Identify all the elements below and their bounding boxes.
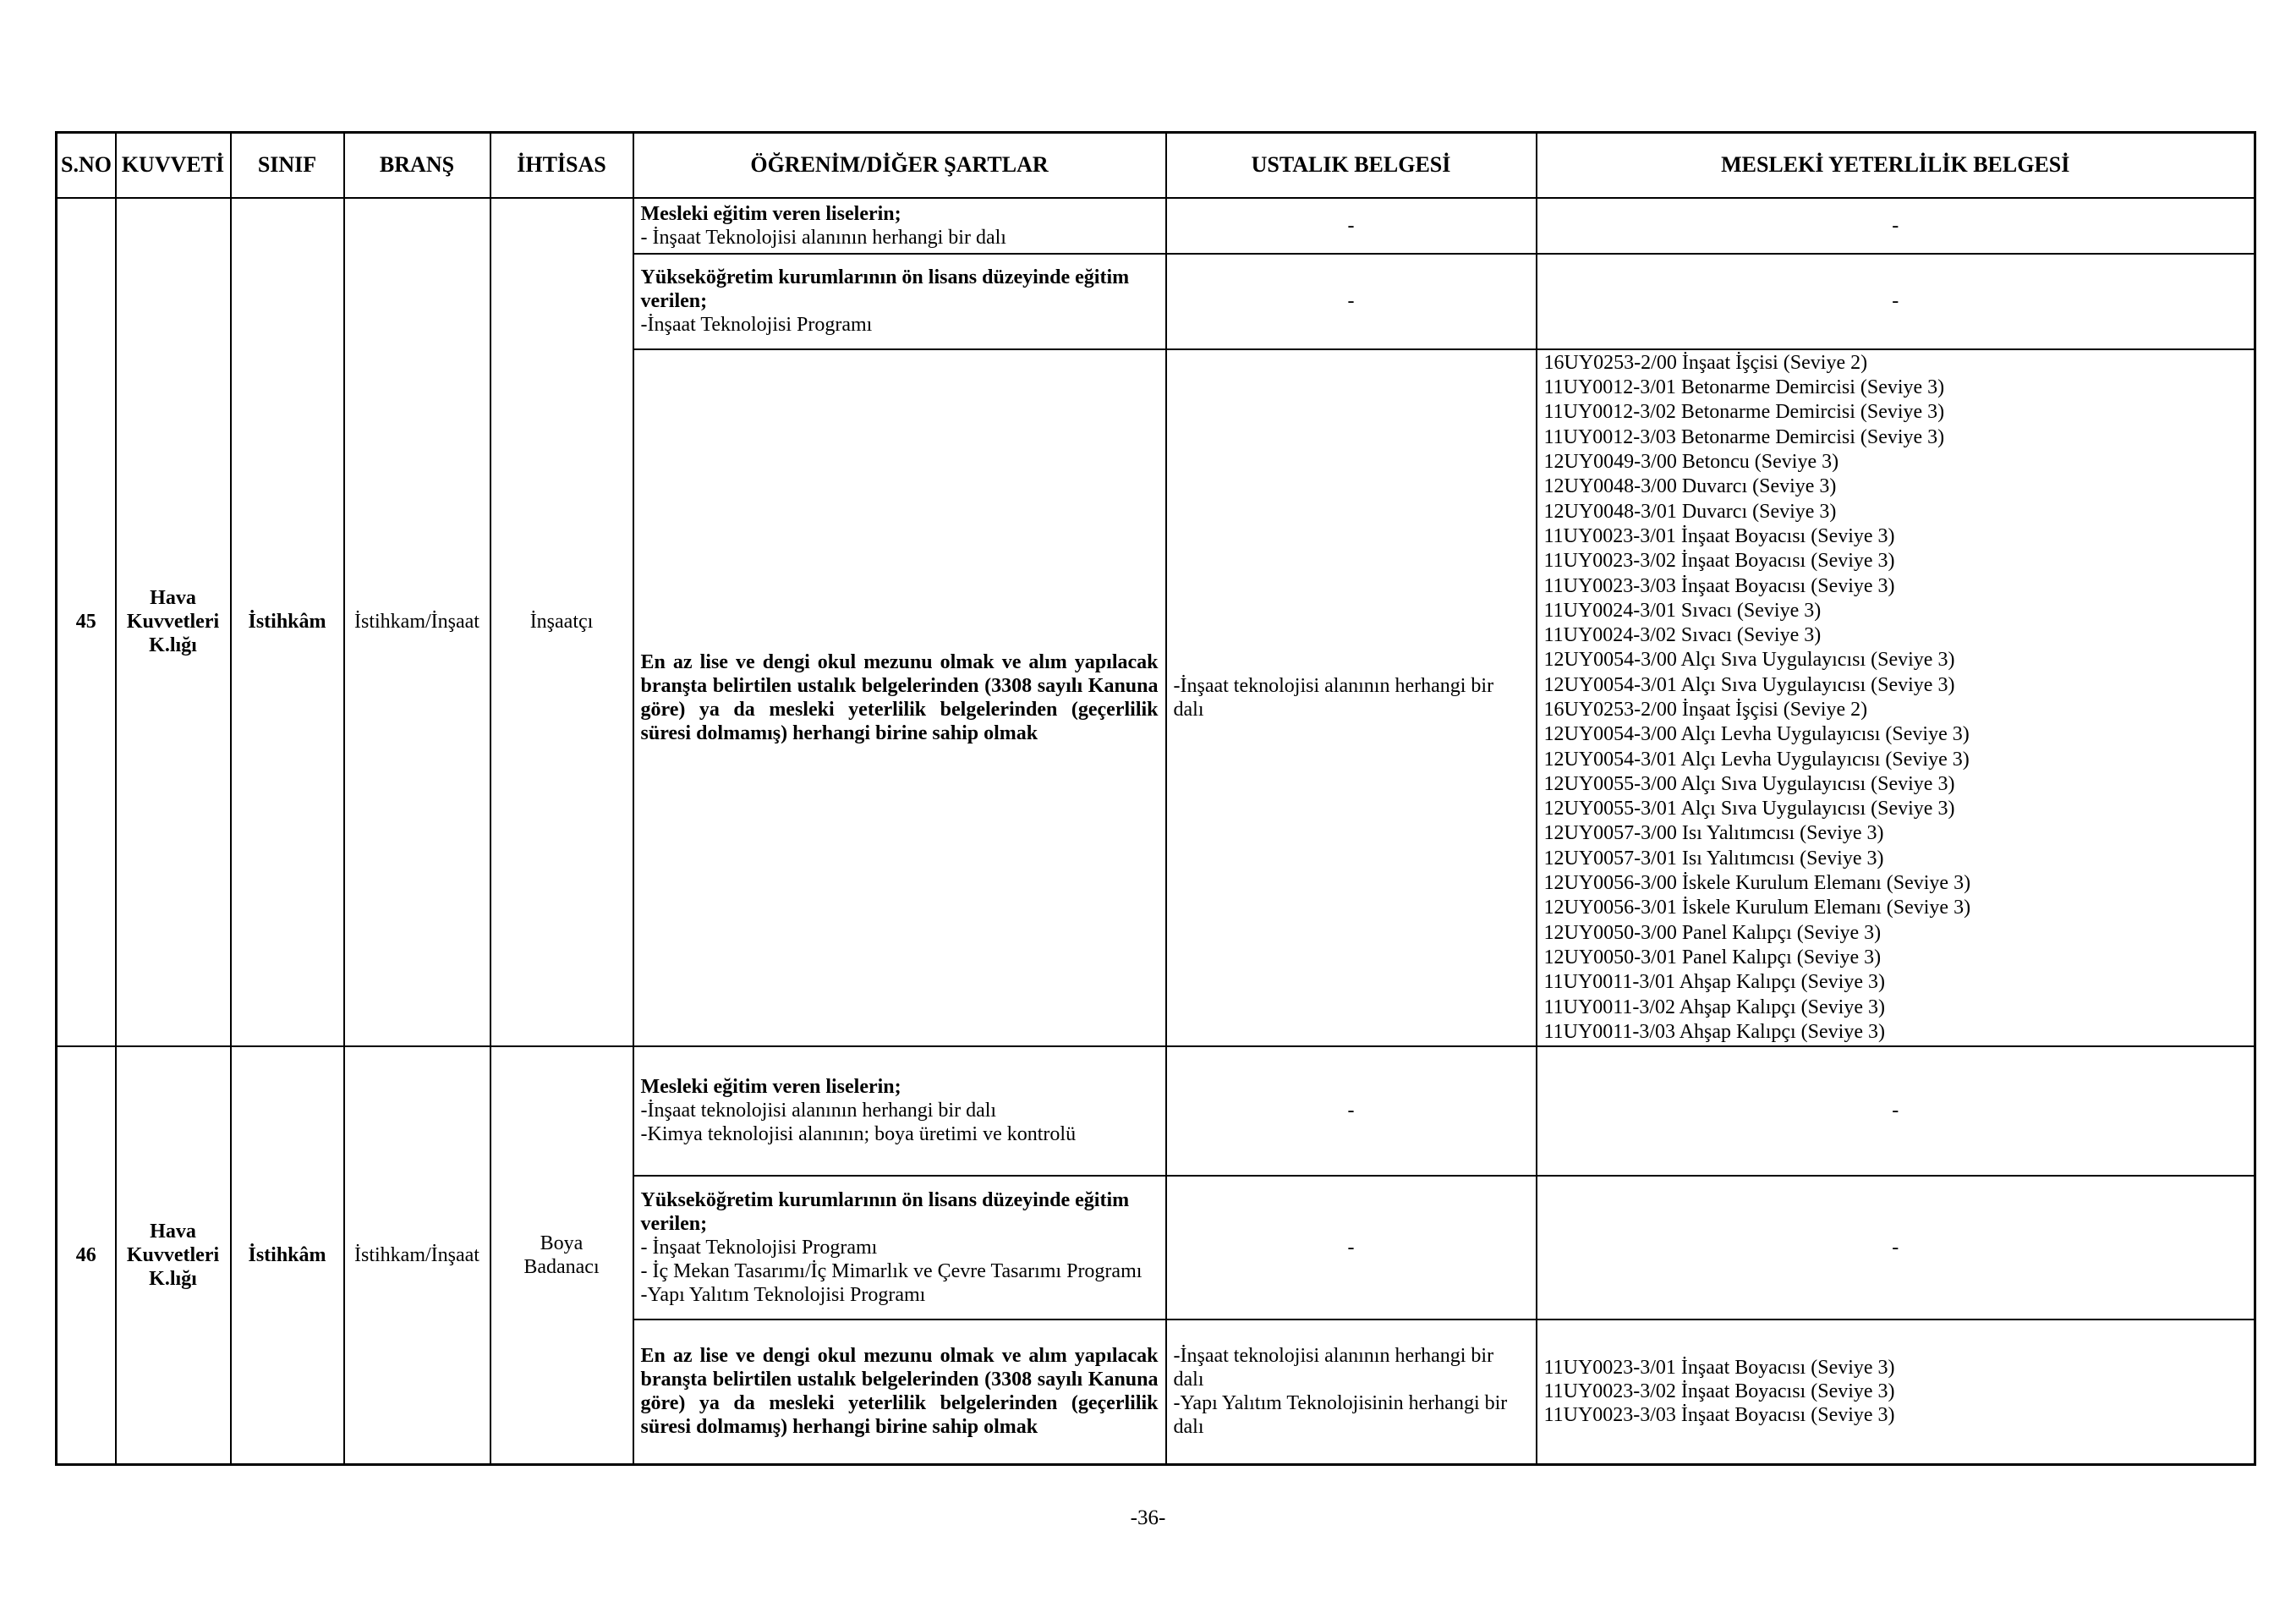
row-46-sinif: İstihkâm [231,1046,344,1465]
row-46-sub1-mesleki: - [1537,1046,2255,1176]
text-line: 12UY0054-3/01 Alçı Levha Uygulayıcısı (Seviye 3) [1543,748,1970,771]
text-line: 12UY0056-3/00 İskele Kurulum Elemanı (Seviye 3) [1543,872,1971,895]
row-45-sub1-mesleki: - [1537,198,2255,254]
row-45-sub3-ogrenim: En az lise ve dengi okul mezunu olmak ve alım yapılacak branşta belirtilen ustalık belgelerinden (3308 sayılı Kanuna göre) ya da mesleki yeterlilik belgelerinden (geçerlilik süresi dolmamış) herhangi birine sahip olmak [633,349,1166,1046]
text-line: 12UY0049-3/00 Betoncu (Seviye 3) [1543,451,1839,474]
row-45-sub2-ustalik: - [1166,254,1537,349]
text-line: 11UY0011-3/02 Ahşap Kalıpçı (Seviye 3) [1543,996,1885,1018]
header-sinif: SINIF [231,133,344,198]
ogrenim-lines [641,313,1159,337]
row-46-brans: İstihkam/İnşaat [344,1046,490,1465]
text-line: - İç Mekan Tasarımı/İç Mimarlık ve Çevre Tasarımı Programı [640,1259,1143,1282]
text-line: 12UY0055-3/00 Alçı Sıva Uygulayıcısı (Seviye 3) [1543,772,1955,795]
row-45-ihtisas: İnşaatçı [490,198,633,1046]
text-line: 11UY0024-3/02 Sıvacı (Seviye 3) [1543,624,1822,647]
text-line: 11UY0011-3/01 Ahşap Kalıpçı (Seviye 3) [1543,971,1885,994]
header-ustalik: USTALIK BELGESİ [1166,133,1537,198]
text-line: 12UY0048-3/01 Duvarcı (Seviye 3) [1543,500,1837,523]
ogrenim-title: Mesleki eğitim veren liselerin; [640,202,901,225]
page-number: -36- [1130,1506,1166,1529]
ogrenim-title: Yükseköğretim kurumlarının ön lisans düzeyinde eğitim verilen; [640,1188,1130,1235]
row-45-kuvveti: Hava Kuvvetleri K.lığı [116,198,231,1046]
text-line: -Yapı Yalıtım Teknolojisinin herhangi bir dalı [1173,1392,1508,1439]
text-line: 12UY0050-3/01 Panel Kalıpçı (Seviye 3) [1543,946,1882,968]
row-45-sub3-mesleki [1537,349,2255,1046]
header-sno: S.NO [57,133,116,198]
row-45-subrow-1 [57,198,2255,254]
row-46-sno: 46 [57,1046,116,1465]
row-45-sno: 45 [57,198,116,1046]
row-46-sub3-mesleki [1537,1320,2255,1465]
text-line: 11UY0023-3/01 İnşaat Boyacısı (Seviye 3) [1543,1357,1895,1380]
text-line: -Kimya teknolojisi alanının; boya üretimi ve kontrolü [640,1123,1077,1145]
header-brans: BRANŞ [344,133,490,198]
row-46-sub2-ogrenim [633,1176,1166,1320]
text-line: 11UY0012-3/02 Betonarme Demircisi (Seviye 3) [1543,401,1945,424]
ogrenim-title: Mesleki eğitim veren liselerin; [640,1076,901,1098]
text-line: 11UY0011-3/03 Ahşap Kalıpçı (Seviye 3) [1543,1020,1885,1043]
text-line: -İnşaat teknolojisi alanının herhangi bir dalı [1173,1345,1494,1391]
table-header-row [57,133,2255,198]
text-line: 11UY0024-3/01 Sıvacı (Seviye 3) [1543,599,1822,622]
text-line: 12UY0057-3/00 Isı Yalıtımcısı (Seviye 3) [1543,822,1884,845]
text-line: 11UY0012-3/03 Betonarme Demircisi (Seviye 3) [1543,425,1945,448]
row-46-sub1-ustalik: - [1166,1046,1537,1176]
text-line: 11UY0023-3/01 İnşaat Boyacısı (Seviye 3) [1543,524,1895,547]
text-line: 16UY0253-2/00 İnşaat İşçisi (Seviye 2) [1543,351,1868,374]
text-line: 11UY0023-3/02 İnşaat Boyacısı (Seviye 3) [1543,1380,1895,1403]
row-45-sub2-mesleki: - [1537,254,2255,349]
text-line: 16UY0253-2/00 İnşaat İşçisi (Seviye 2) [1543,699,1868,721]
text-line: 11UY0023-3/02 İnşaat Boyacısı (Seviye 3) [1543,550,1895,573]
text-line: -Yapı Yalıtım Teknolojisi Programı [640,1283,926,1306]
text-line: -İnşaat Teknolojisi Programı [640,314,873,336]
row-46-sub3-ustalik [1166,1320,1537,1465]
text-line: 12UY0048-3/00 Duvarcı (Seviye 3) [1543,475,1837,498]
ogrenim-lines [641,226,1159,250]
row-46-ihtisas: Boya Badanacı [490,1046,633,1465]
row-45-sinif: İstihkâm [231,198,344,1046]
header-mesleki: MESLEKİ YETERLİLİK BELGESİ [1537,133,2255,198]
text-line: 12UY0054-3/00 Alçı Levha Uygulayıcısı (Seviye 3) [1543,723,1970,746]
text-line: 12UY0055-3/01 Alçı Sıva Uygulayıcısı (Seviye 3) [1543,798,1955,820]
row-45-sub1-ustalik: - [1166,198,1537,254]
qualification-table [55,131,2256,1466]
text-line: 12UY0057-3/01 Isı Yalıtımcısı (Seviye 3) [1543,847,1884,870]
header-kuvveti: KUVVETİ [116,133,231,198]
row-46-sub3-ogrenim: En az lise ve dengi okul mezunu olmak ve alım yapılacak branşta belirtilen ustalık belgelerinden (3308 sayılı Kanuna göre) ya da mesleki yeterlilik belgelerinden (geçerlilik süresi dolmamış) herhangi birine sahip olmak [633,1320,1166,1465]
row-46-kuvveti: Hava Kuvvetleri K.lığı [116,1046,231,1465]
row-46-subrow-1 [57,1046,2255,1176]
row-46-sub2-mesleki: - [1537,1176,2255,1320]
header-ihtisas: İHTİSAS [490,133,633,198]
text-line: 11UY0023-3/03 İnşaat Boyacısı (Seviye 3) [1543,1404,1895,1427]
row-45-sub2-ogrenim [633,254,1166,349]
text-line: -İnşaat teknolojisi alanının herhangi bir dalı [1173,674,1494,721]
ogrenim-lines [641,1236,1159,1307]
text-line: 12UY0050-3/00 Panel Kalıpçı (Seviye 3) [1543,921,1882,944]
text-line: 11UY0012-3/01 Betonarme Demircisi (Seviye 3) [1543,376,1945,399]
text-line: 12UY0056-3/01 İskele Kurulum Elemanı (Seviye 3) [1543,897,1971,919]
row-46-sub1-ogrenim [633,1046,1166,1176]
row-45-sub1-ogrenim [633,198,1166,254]
row-45-sub3-ustalik [1166,349,1537,1046]
text-line: 12UY0054-3/00 Alçı Sıva Uygulayıcısı (Seviye 3) [1543,649,1955,672]
row-45-brans: İstihkam/İnşaat [344,198,490,1046]
ogrenim-title: Yükseköğretim kurumlarının ön lisans düzeyinde eğitim verilen; [640,266,1130,312]
ogrenim-lines [641,1099,1159,1146]
header-ogrenim: ÖĞRENİM/DİĞER ŞARTLAR [633,133,1166,198]
text-line: - İnşaat Teknolojisi alanının herhangi bir dalı [640,226,1006,249]
row-46-sub2-ustalik: - [1166,1176,1537,1320]
text-line: 12UY0054-3/01 Alçı Sıva Uygulayıcısı (Seviye 3) [1543,673,1955,696]
text-line: - İnşaat Teknolojisi Programı [640,1236,878,1259]
text-line: -İnşaat teknolojisi alanının herhangi bir dalı [640,1100,997,1122]
text-line: 11UY0023-3/03 İnşaat Boyacısı (Seviye 3) [1543,574,1895,597]
